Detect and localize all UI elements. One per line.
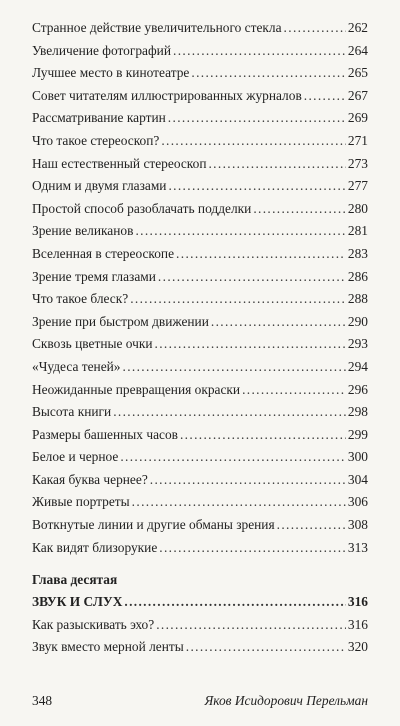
leader-dots	[168, 107, 346, 130]
leader-dots	[211, 311, 346, 334]
toc-entry-title: Как видят близорукие	[32, 539, 158, 555]
toc-entry-page: 281	[347, 223, 368, 239]
leader-dots	[113, 401, 346, 424]
toc-entry-title: Наш естественный стереоскоп	[32, 155, 207, 171]
toc-entry-title: Белое и черное	[32, 449, 119, 465]
leader-dots	[242, 379, 346, 402]
leader-dots	[253, 198, 346, 221]
toc-entry-page: 283	[347, 245, 368, 261]
toc-entry	[32, 198, 368, 221]
toc-entry-page: 271	[347, 132, 368, 148]
leader-dots	[158, 266, 346, 289]
toc-entry-page: 267	[347, 87, 368, 103]
leader-dots	[155, 333, 346, 356]
toc-entry	[32, 491, 368, 514]
leader-dots	[168, 175, 345, 198]
toc-entry	[32, 107, 368, 130]
toc-entry-title: Зрение при быстром движении	[32, 313, 209, 329]
toc-entry-title: Лучшее место в кинотеатре	[32, 65, 190, 81]
toc-entry	[32, 175, 368, 198]
leader-dots	[130, 288, 346, 311]
leader-dots	[176, 243, 346, 266]
toc-entry	[32, 17, 368, 40]
toc-entry-page: 280	[347, 200, 368, 216]
toc-entry-list	[32, 17, 368, 559]
chapter-label: Глава десятая	[32, 572, 118, 588]
toc-entry-title: Вселенная в стереоскопе	[32, 245, 175, 261]
toc-entry	[32, 446, 368, 469]
author-name: Яков Исидорович Перельман	[204, 693, 368, 708]
toc-entry-title: Какая буква чернее?	[32, 471, 148, 487]
chapter-title: ЗВУК И СЛУХ	[32, 594, 123, 610]
toc-entry-page: 293	[347, 336, 368, 352]
toc-entry	[32, 311, 368, 334]
toc-entry-page: 262	[347, 20, 368, 35]
leader-dots	[173, 40, 346, 63]
leader-dots	[277, 514, 346, 537]
toc-entry-title: Воткнутые линии и другие обманы зрения	[32, 517, 275, 533]
toc-entry-page: 277	[347, 178, 368, 194]
toc-entry	[32, 130, 368, 153]
leader-dots	[150, 469, 346, 492]
toc-entry-title: Что такое стереоскоп?	[32, 132, 160, 148]
toc-entry	[32, 379, 368, 402]
toc-entry-title: Живые портреты	[32, 494, 130, 510]
toc-entry	[32, 514, 368, 537]
toc-entry-page: 265	[347, 65, 368, 81]
toc-entry	[32, 614, 368, 637]
leader-dots	[124, 591, 346, 614]
toc-entry-page: 299	[347, 426, 368, 442]
toc-entry	[32, 401, 368, 424]
leader-dots	[123, 356, 346, 379]
toc-entry-page: 290	[347, 313, 368, 329]
toc-entry	[32, 266, 368, 289]
toc-entry-page: 294	[347, 358, 368, 374]
leader-dots	[304, 85, 346, 108]
toc-entry	[32, 333, 368, 356]
leader-dots	[120, 446, 346, 469]
toc-entry-title: Сквозь цветные очки	[32, 336, 153, 352]
leader-dots	[161, 130, 346, 153]
leader-dots	[159, 537, 346, 560]
toc-entry	[32, 424, 368, 447]
page-footer	[32, 693, 368, 709]
chapter-entry-list	[32, 614, 368, 659]
toc-entry-title: Странное действие увеличительного стекла	[32, 20, 282, 35]
toc-entry-page: 288	[347, 291, 368, 307]
toc-entry	[32, 85, 368, 108]
leader-dots	[284, 17, 346, 40]
toc-entry-page: 269	[347, 110, 368, 126]
toc-entry-page: 308	[347, 517, 368, 533]
toc-entry	[32, 153, 368, 176]
toc-entry-page: 273	[347, 155, 368, 171]
toc-entry	[32, 356, 368, 379]
toc-entry-title: Неожиданные превращения окраски	[32, 381, 241, 397]
leader-dots	[191, 62, 346, 85]
toc-entry-title: Что такое блеск?	[32, 291, 129, 307]
toc-entry	[32, 40, 368, 63]
toc-entry	[32, 220, 368, 243]
toc-entry-page: 264	[347, 42, 368, 58]
leader-dots	[135, 220, 345, 243]
toc-entry-title: Простой способ разоблачать подделки	[32, 200, 252, 216]
toc-entry	[32, 243, 368, 266]
toc-entry-page: 304	[347, 471, 368, 487]
toc-entry-title: Зрение тремя глазами	[32, 268, 156, 284]
leader-dots	[156, 614, 346, 637]
toc-entry-title: Как разыскивать эхо?	[32, 616, 155, 632]
toc-entry	[32, 537, 368, 560]
toc-entry-title: Совет читателям иллюстрированных журналов	[32, 87, 302, 103]
toc-entry-page: 313	[347, 539, 368, 555]
toc-entry-title: Зрение великанов	[32, 223, 134, 239]
toc-entry-page: 296	[347, 381, 368, 397]
toc-entry-title: «Чудеса теней»	[32, 358, 121, 374]
toc-entry-page: 306	[347, 494, 368, 510]
toc-entry-title: Размеры башенных часов	[32, 426, 178, 442]
toc-entry-page: 320	[347, 639, 368, 655]
toc-entry	[32, 62, 368, 85]
page-number: 348	[32, 693, 53, 708]
toc-entry-page: 300	[347, 449, 368, 465]
toc-entry-title: Звук вместо мерной ленты	[32, 639, 184, 655]
chapter-page: 316	[347, 594, 368, 610]
toc-entry-page: 286	[347, 268, 368, 284]
toc-entry	[32, 469, 368, 492]
toc-entry-page: 298	[347, 404, 368, 420]
toc-entry-title: Увеличение фотографий	[32, 42, 172, 58]
chapter-title-row	[32, 591, 368, 614]
toc-entry-page: 316	[347, 616, 368, 632]
leader-dots	[180, 424, 346, 447]
table-of-contents	[32, 17, 368, 659]
leader-dots	[132, 491, 346, 514]
leader-dots	[208, 153, 345, 176]
leader-dots	[186, 636, 346, 659]
toc-entry-title: Рассматривание картин	[32, 110, 166, 126]
toc-entry-title: Одним и двумя глазами	[32, 178, 167, 194]
toc-entry	[32, 636, 368, 659]
toc-entry	[32, 288, 368, 311]
toc-entry-title: Высота книги	[32, 404, 112, 420]
